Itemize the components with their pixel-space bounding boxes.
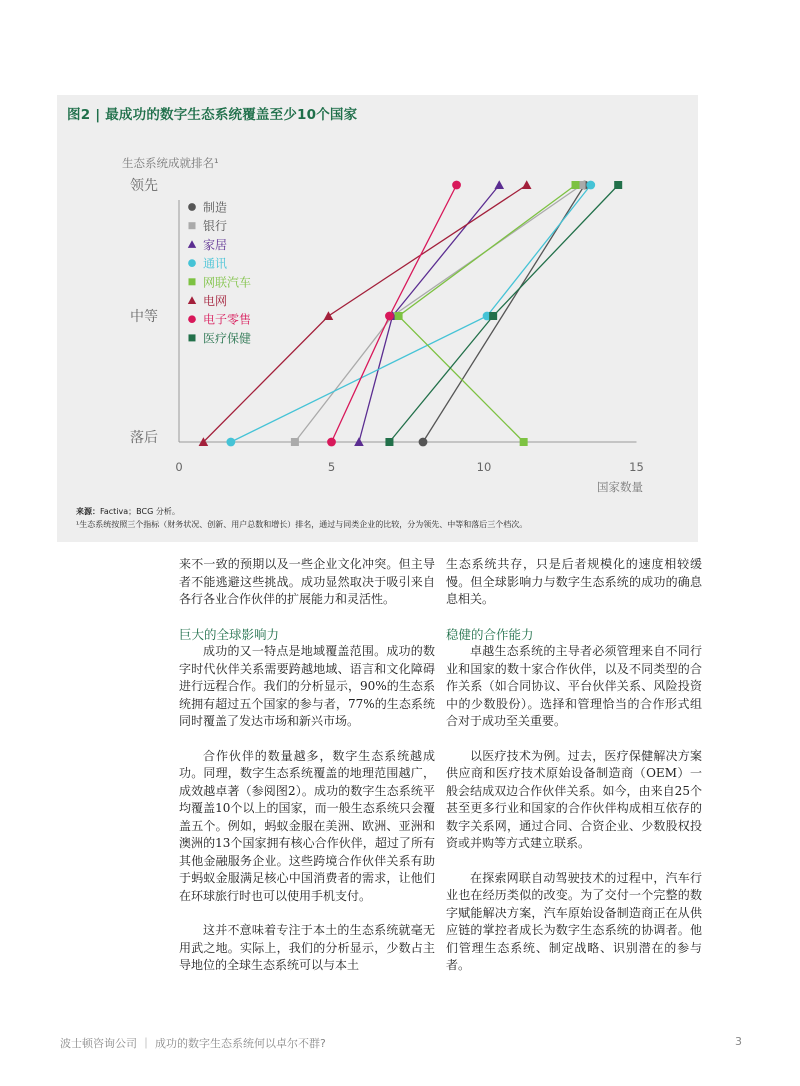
legend-marker xyxy=(188,203,196,211)
right-paragraph-2: 卓越生态系统的主导者必须管理来自不同行业和国家的数十家合作伙伴，以及不同类型的合作关系（如合同协议、平台伙伴关系、风险投资中的少数股份）。选择和管理恰当的合作形式组合对于成功至关重要。 xyxy=(446,644,702,728)
legend-label: 制造 xyxy=(203,200,228,215)
legend-marker xyxy=(189,278,196,285)
legend-marker xyxy=(188,315,196,323)
right-paragraph-1: 生态系统共存，只是后者规模化的速度相较缓慢。但全球影响力与数字生态系统的成功的确息息相关。 xyxy=(446,557,702,606)
right-column xyxy=(446,556,702,975)
series-line xyxy=(359,185,499,442)
chart-series-lines xyxy=(203,185,618,442)
data-point xyxy=(226,438,235,447)
legend-marker xyxy=(189,222,196,229)
left-paragraph-4: 这并不意味着专注于本土的生态系统就毫无用武之地。实际上，我们的分析显示，少数占主导地位的全球生态系统可以与本土 xyxy=(179,923,435,972)
legend-label: 家居 xyxy=(203,237,228,252)
x-tick-label: 5 xyxy=(327,460,336,474)
data-point xyxy=(419,438,428,447)
series-line xyxy=(295,185,582,442)
data-point xyxy=(520,438,528,446)
left-column xyxy=(179,556,435,975)
x-tick-label: 0 xyxy=(175,460,183,474)
right-paragraph-3: 以医疗技术为例。过去，医疗保健解决方案供应商和医疗技术原始设备制造商（OEM）一般会结成双边合作伙伴关系。如今，由来自25个甚至更多行业和国家的合作伙伴构成相互依存的数字关系网，通过合同、合资企业、少数股权投资或并购等方式建立联系。 xyxy=(446,748,702,850)
legend-label: 通讯 xyxy=(203,256,228,271)
y-tick-label: 中等 xyxy=(130,309,158,325)
y-tick-label: 领先 xyxy=(130,178,158,194)
data-point xyxy=(452,181,461,190)
x-axis-title: 国家数量 xyxy=(597,480,643,494)
figure-title: 图2 | 最成功的数字生态系统覆盖至少10个国家 xyxy=(67,107,358,123)
left-paragraph-3: 合作伙伴的数量越多，数字生态系统越成功。同理，数字生态系统覆盖的地理范围越广，成效越卓著（参阅图2）。成功的数字生态系统平均覆盖10个以上的国家，而一般生态系统只会覆盖五个。例如，蚂蚁金服在美洲、欧洲、亚洲和澳洲的13个国家拥有核心合作伙伴，超过了所有其他金融服务企业。这些跨境合作伙伴关系有助于蚂蚁金服满足核心中国消费者的需求，让他们在环球旅行时也可以使用手机支付。 xyxy=(179,748,435,903)
series-line xyxy=(231,185,591,442)
x-tick-label: 15 xyxy=(629,460,644,474)
legend-label: 医疗保健 xyxy=(203,331,252,346)
data-point xyxy=(572,181,580,189)
data-point xyxy=(489,312,497,320)
y-tick-label: 落后 xyxy=(130,430,158,446)
data-point xyxy=(614,181,622,189)
left-paragraph-2: 成功的又一特点是地域覆盖范围。成功的数字时代伙伴关系需要跨越地域、语言和文化障碍进行远程合作。我们的分析显示，90%的生态系统拥有超过五个国家的参与者，77%的生态系统同时覆盖了发达市场和新兴市场。 xyxy=(179,644,435,728)
data-point xyxy=(586,181,595,190)
data-point xyxy=(327,438,336,447)
legend-marker xyxy=(189,334,196,341)
legend-label: 网联汽车 xyxy=(203,275,252,290)
section-heading-global-reach: 巨大的全球影响力 xyxy=(179,626,280,642)
page-number: 3 xyxy=(735,1035,742,1048)
legend-marker xyxy=(188,296,196,304)
figure-footnote: ¹生态系统按照三个指标（财务状况、创新、用户总数和增长）排名，通过与同类企业的比较，分为领先、中等和落后三个档次。 xyxy=(76,520,528,529)
series-line xyxy=(203,185,526,442)
data-point xyxy=(494,180,504,189)
chart-markers xyxy=(199,180,623,446)
data-point xyxy=(385,312,394,321)
legend-label: 银行 xyxy=(203,219,228,234)
data-point xyxy=(324,311,334,320)
legend-marker xyxy=(188,240,196,248)
legend-label: 电子零售 xyxy=(203,312,252,327)
chart-legend xyxy=(188,200,251,346)
section-heading-partnership: 稳健的合作能力 xyxy=(446,626,534,642)
legend-label: 电网 xyxy=(203,294,228,308)
y-axis-title: 生态系统成就排名¹ xyxy=(122,156,219,170)
right-paragraph-4: 在探索网联自动驾驶技术的过程中，汽车行业也在经历类似的改变。为了交付一个完整的数字赋能解决方案，汽车原始设备制造商正在从供应链的掌控者成长为数字生态系统的协调者。他们管理生态系统、制定战略、识别潜在的参与者。 xyxy=(446,870,702,972)
legend-marker xyxy=(188,259,196,267)
x-tick-label: 10 xyxy=(476,460,492,474)
left-paragraph-1: 来不一致的预期以及一些企业文化冲突。但主导者不能逃避这些挑战。成功显然取决于吸引来自各行各业合作伙伴的扩展能力和灵活性。 xyxy=(179,557,435,606)
data-point xyxy=(385,438,393,446)
footer-text: 波士顿咨询公司 ｜ 成功的数字生态系统何以卓尔不群? xyxy=(60,1037,326,1050)
source-text: Factiva；BCG 分析。 xyxy=(100,507,180,516)
data-point xyxy=(522,180,532,189)
source-label: 来源： xyxy=(76,507,100,516)
figure-source xyxy=(76,506,180,517)
data-point xyxy=(395,312,403,320)
data-point xyxy=(291,438,299,446)
